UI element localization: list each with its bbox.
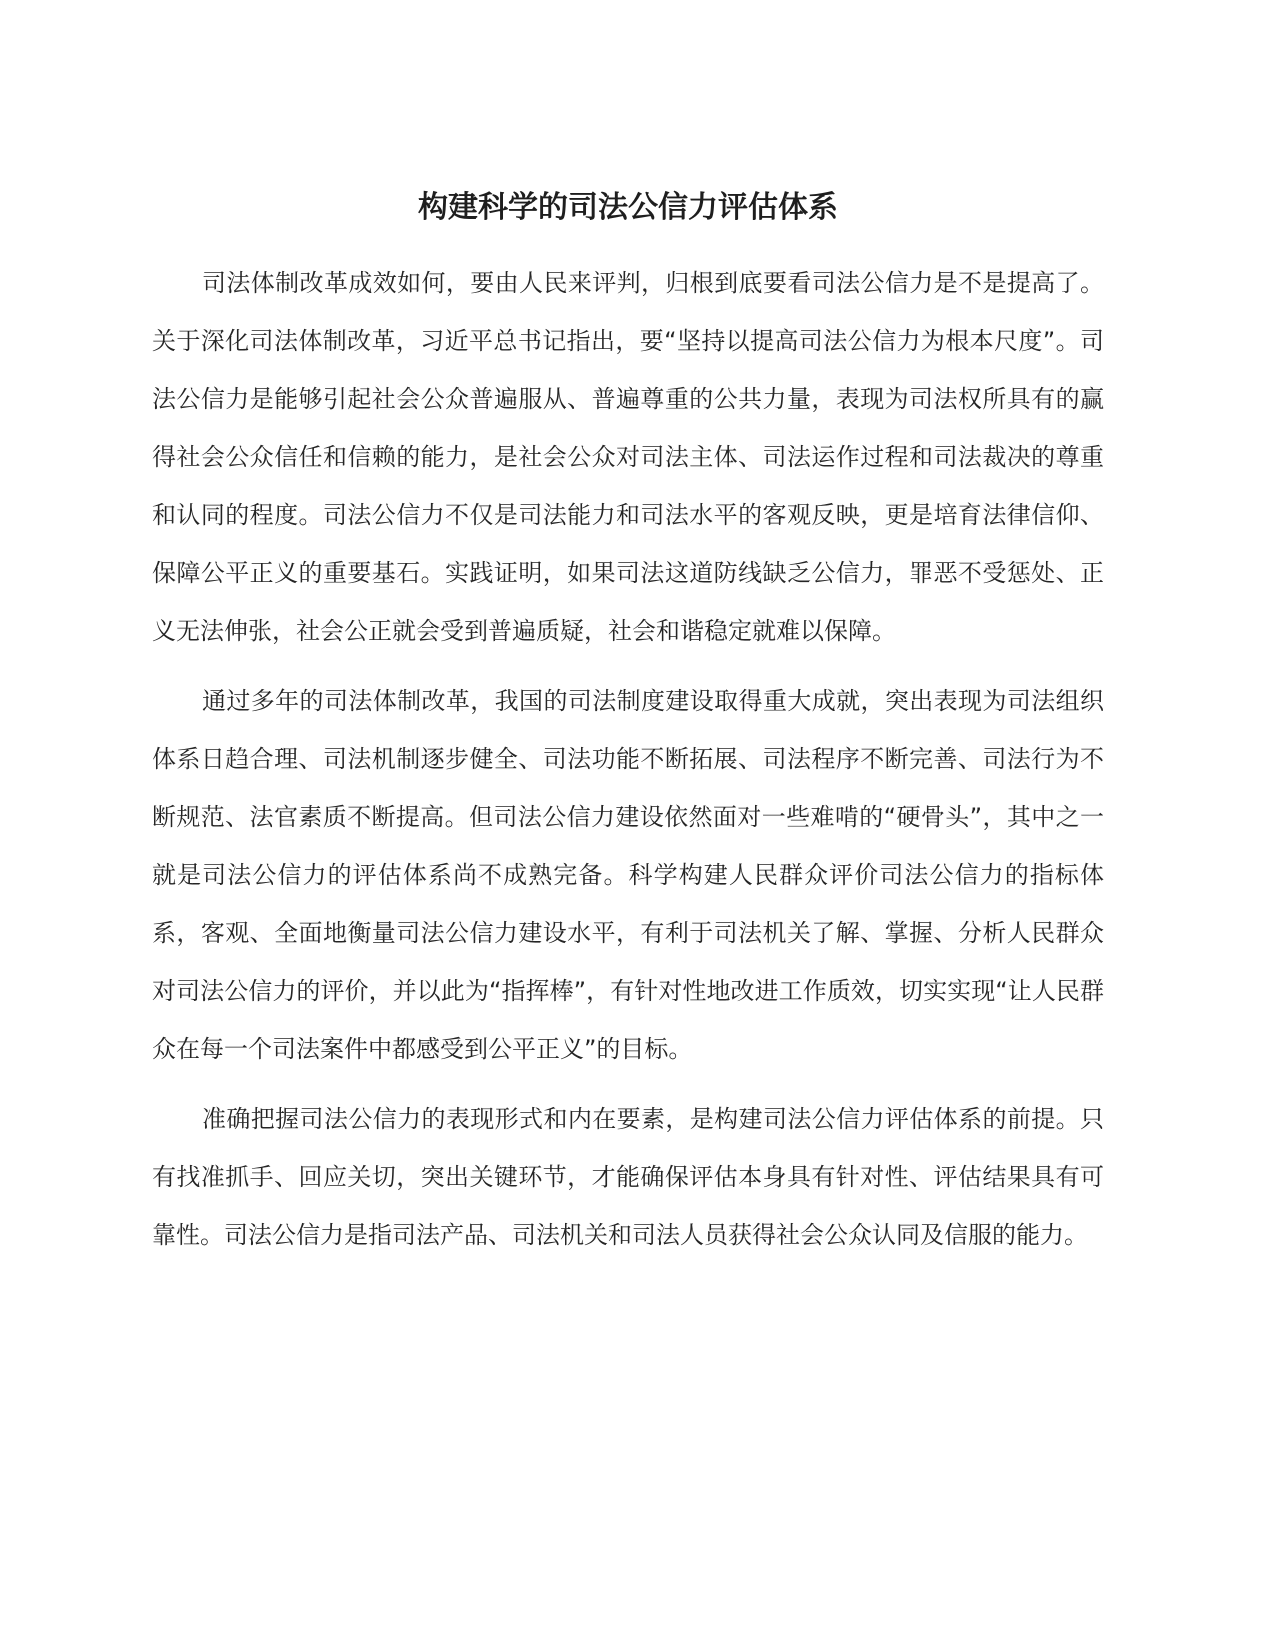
paragraph-1: 司法体制改革成效如何，要由人民来评判，归根到底要看司法公信力是不是提高了。关于深化司法体制改革，习近平总书记指出，要“坚持以提高司法公信力为根本尺度”。司法公信力是能够引起社会公众普遍服从、普遍尊重的公共力量，表现为司法权所具有的赢得社会公众信任和信赖的能力，是社会公众对司法主体、司法运作过程和司法裁决的尊重和认同的程度。司法公信力不仅是司法能力和司法水平的客观反映，更是培育法律信仰、保障公平正义的重要基石。实践证明，如果司法这道防线缺乏公信力，罪恶不受惩处、正义无法伸张，社会公正就会受到普遍质疑，社会和谐稳定就难以保障。 xyxy=(152,269,1104,645)
paragraph-2: 通过多年的司法体制改革，我国的司法制度建设取得重大成就，突出表现为司法组织体系日趋合理、司法机制逐步健全、司法功能不断拓展、司法程序不断完善、司法行为不断规范、法官素质不断提高。但司法公信力建设依然面对一些难啃的“硬骨头”，其中之一就是司法公信力的评估体系尚不成熟完备。科学构建人民群众评价司法公信力的指标体系，客观、全面地衡量司法公信力建设水平，有利于司法机关了解、掌握、分析人民群众对司法公信力的评价，并以此为“指挥棒”，有针对性地改进工作质效，切实实现“让人民群众在每一个司法案件中都感受到公平正义”的目标。 xyxy=(152,687,1104,1063)
document-page xyxy=(152,186,1104,1264)
paragraph-3: 准确把握司法公信力的表现形式和内在要素，是构建司法公信力评估体系的前提。只有找准抓手、回应关切，突出关键环节，才能确保评估本身具有针对性、评估结果具有可靠性。司法公信力是指司法产品、司法机关和司法人员获得社会公众认同及信服的能力。 xyxy=(152,1105,1104,1249)
document-title: 构建科学的司法公信力评估体系 xyxy=(418,190,838,225)
